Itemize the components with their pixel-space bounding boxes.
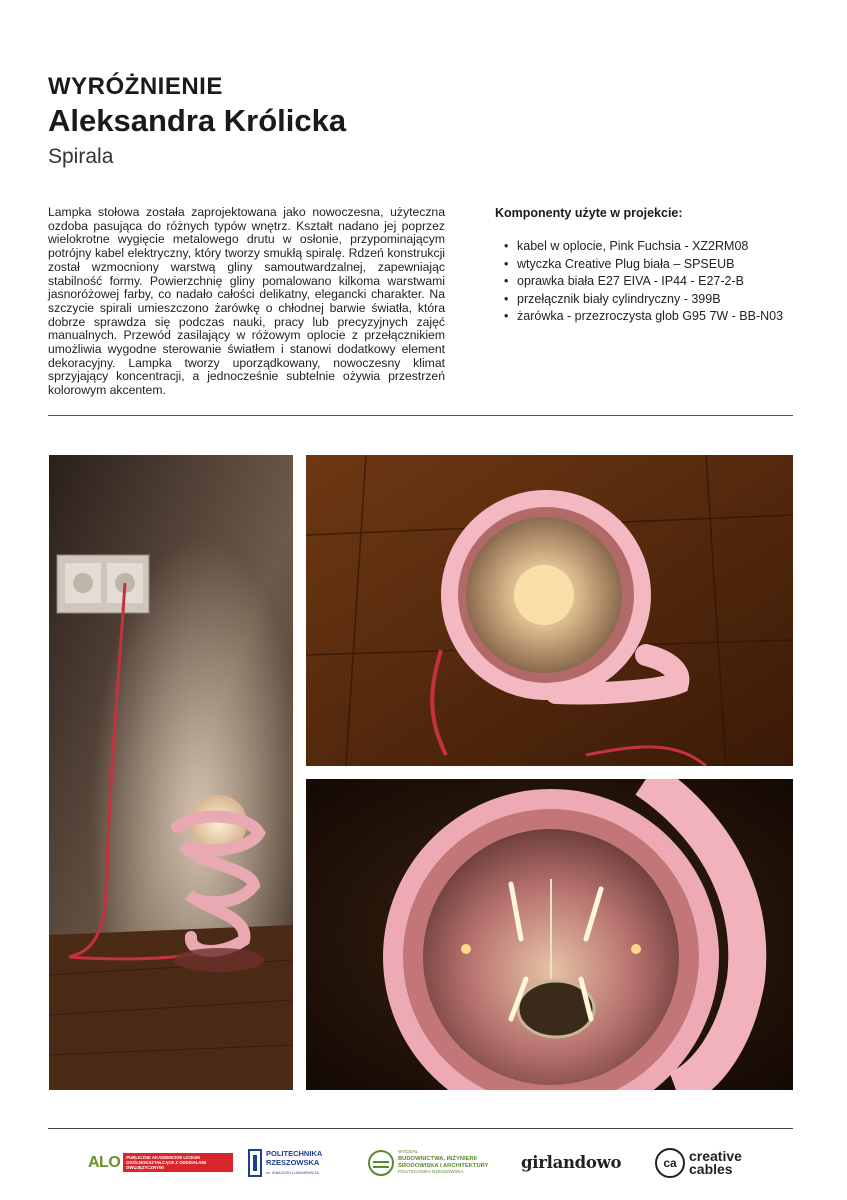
project-description: Lampka stołowa została zaprojektowana jako nowoczesna, użyteczna ozdoba pasująca do różnych typów wnętrz. Kształt nadano jej poprzez wielokrotne wygięcie metalowego drutu w osłonie, przypominającym potrójny kabel elektryczny, który tworzy smukłą spiralę. Rdzeń konstrukcji został wzmocniony warstwą gliny samoutwardzalnej, zapewniając stabilność formy. Powierzchnię gliny pomalowano kilkoma warstwami jasnoróżowej farby, co nadało całości delikatny, elegancki charakter. Na szczycie spirali umieszczono żarówkę o chłodnej barwie światła, która dobrze sprawdza się podczas nauki, pracy lub precyzyjnych zajęć manualnych. Przewód zasilający w różowym oplocie z przełącznikiem umożliwia wygodne sterowanie światłem i stanowi dodatkowy element dekoracyjny. Lampka tworzy uporządkowany, nowoczesny klimat sprzyjający koncentracji, a jednocześnie subtelnie ożywia przestrzeń kolorowym akcentem. [48,205,445,398]
alo-mark: ALO [88,1153,121,1171]
cc-mark-icon: ca [655,1148,685,1178]
award-title: WYRÓŻNIENIE [48,73,223,100]
component-item: • oprawka biała E27 EIVA - IP44 - E27-2-B [495,273,815,291]
author-name: Aleksandra Królicka [48,103,347,138]
alo-logo[interactable] [88,1140,233,1185]
creative-cables-logo[interactable] [655,1140,742,1185]
components-list [495,238,815,326]
component-item: • żarówka - przezroczysta glob G95 7W - BB-N03 [495,308,815,326]
prz-line1: POLITECHNIKA [266,1149,323,1158]
photo-lamp-in-room [49,455,293,1090]
photo-spiral-top [306,455,793,766]
alo-text: PUBLICZNE AKADEMICKIE LICEUM OGÓLNOKSZTAŁCĄCE Z ODDZIAŁAMI DWUJĘZYCZNYMI [123,1153,233,1172]
prz-sub: im. IGNACEGO ŁUKASIEWICZA [266,1171,319,1175]
prz-line2: RZESZOWSKA [266,1158,320,1167]
sponsor-logos [48,1140,793,1185]
component-item: • przełącznik biały cylindryczny - 399B [495,291,815,309]
components-section [495,206,815,326]
cc-line1: creative [689,1147,742,1164]
component-item: • kabel w oplocie, Pink Fuchsia - XZ2RM08 [495,238,815,256]
top-divider [48,415,793,416]
project-name: Spirala [48,145,114,168]
bottom-divider [48,1128,793,1129]
header [48,72,346,172]
cc-line2: cables [689,1160,733,1177]
wbis-top: WYDZIAŁ [398,1148,419,1154]
politechnika-rzeszowska-logo[interactable] [248,1140,322,1185]
wbis-sub: POLITECHNIKA RZESZOWSKA [398,1169,464,1175]
wbis-emblem-icon [368,1150,394,1176]
component-item: • wtyczka Creative Plug biała – SPSEUB [495,256,815,274]
wbis-logo[interactable] [368,1140,508,1185]
girlandowo-logo[interactable]: girlandowo [521,1153,622,1172]
prz-emblem-icon [248,1149,262,1177]
wbis-main: BUDOWNICTWA, INŻYNIERII ŚRODOWISKA I ARCHITEKTURY [398,1155,489,1169]
photo-bulb-closeup [306,779,793,1090]
components-title: Komponenty użyte w projekcie: [495,206,683,220]
